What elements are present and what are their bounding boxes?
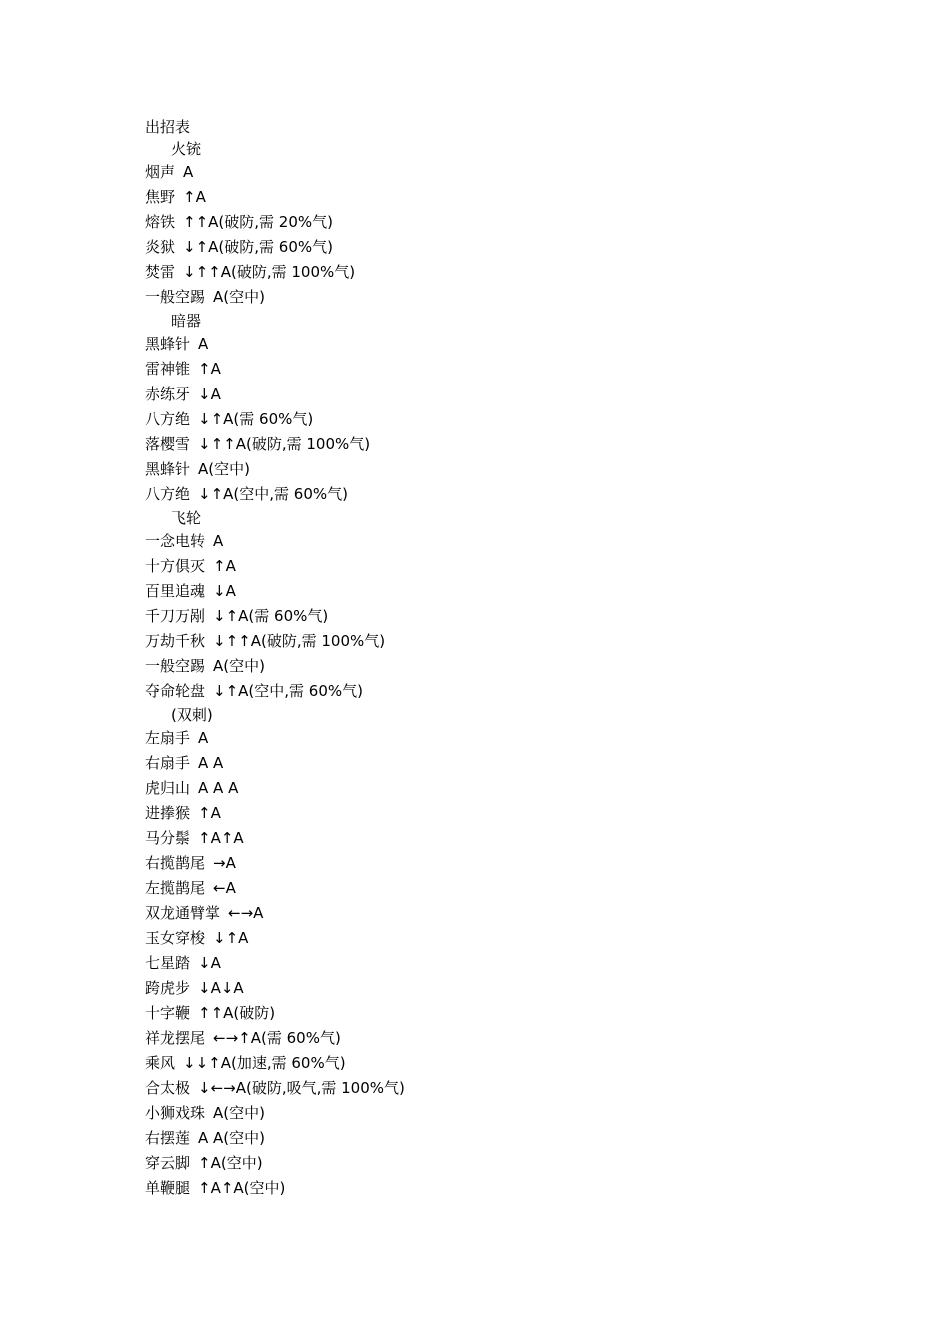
move-entry: [145, 554, 905, 579]
move-entry: [145, 654, 905, 679]
move-entry: [145, 210, 905, 235]
move-command: A(空中): [213, 1104, 265, 1122]
move-command: ↓A: [198, 954, 221, 972]
move-entry: [145, 726, 905, 751]
move-command: ↓←→A(破防,吸气,需 100%气): [198, 1079, 405, 1097]
move-entry: [145, 876, 905, 901]
move-command: ↓A: [213, 582, 236, 600]
move-name: 虎归山: [145, 779, 191, 797]
move-name: 七星踏: [145, 954, 191, 972]
move-entry: [145, 579, 905, 604]
move-sections: [145, 138, 905, 1201]
move-entry: [145, 1151, 905, 1176]
move-name: 左扇手: [145, 729, 191, 747]
move-entry: [145, 851, 905, 876]
move-name: 一念电转: [145, 532, 206, 550]
section-heading: 火铳: [171, 140, 202, 158]
move-command: A(空中): [198, 460, 250, 478]
move-command: ↑A: [183, 188, 206, 206]
move-command: ↓↑A(空中,需 60%气): [198, 485, 348, 503]
move-command: ↓↑↑A(破防,需 100%气): [213, 632, 386, 650]
move-entry: [145, 901, 905, 926]
move-name: 马分鬃: [145, 829, 191, 847]
move-command: ↓↑A(破防,需 60%气): [183, 238, 333, 256]
move-command: A: [213, 532, 224, 550]
move-name: 赤练牙: [145, 385, 191, 403]
move-name: 千刀万剐: [145, 607, 206, 625]
move-command: ↓↑A(空中,需 60%气): [213, 682, 363, 700]
move-command: A: [198, 335, 209, 353]
move-name: 跨虎步: [145, 979, 191, 997]
move-entry: [145, 776, 905, 801]
move-command: ↓↑A(需 60%气): [198, 410, 314, 428]
move-command: ↑A↑A: [198, 829, 244, 847]
move-entry: [145, 382, 905, 407]
move-entry: [145, 1076, 905, 1101]
move-entry: [145, 285, 905, 310]
move-name: 烟声: [145, 163, 176, 181]
move-command: A: [198, 729, 209, 747]
move-command: ↓↓↑A(加速,需 60%气): [183, 1054, 346, 1072]
move-entry: [145, 432, 905, 457]
move-name: 黑蜂针: [145, 460, 191, 478]
move-name: 十方俱灭: [145, 557, 206, 575]
move-command: ↑↑A(破防,需 20%气): [183, 213, 333, 231]
move-entry: [145, 482, 905, 507]
move-entry: [145, 357, 905, 382]
move-entry: [145, 679, 905, 704]
move-entry: [145, 235, 905, 260]
move-command: ←→↑A(需 60%气): [213, 1029, 341, 1047]
move-name: 双龙通臂掌: [145, 904, 221, 922]
move-command: ↓↑↑A(破防,需 100%气): [198, 435, 371, 453]
move-entry: [145, 604, 905, 629]
move-name: 万劫千秋: [145, 632, 206, 650]
move-name: 合太极: [145, 1079, 191, 1097]
move-command: ↓A↓A: [198, 979, 244, 997]
move-name: 右摆莲: [145, 1129, 191, 1147]
move-command: ↓↑A(需 60%气): [213, 607, 329, 625]
move-entry: [145, 1176, 905, 1201]
move-entry: [145, 332, 905, 357]
move-entry: [145, 826, 905, 851]
section-heading: 暗器: [171, 312, 202, 330]
move-entry: [145, 951, 905, 976]
move-command: ↑A: [213, 557, 236, 575]
move-entry: [145, 529, 905, 554]
move-entry: [145, 185, 905, 210]
move-command: ↑↑A(破防): [198, 1004, 276, 1022]
move-command: ↑A↑A(空中): [198, 1179, 286, 1197]
move-entry: [145, 1101, 905, 1126]
move-name: 夺命轮盘: [145, 682, 206, 700]
move-command: ↓↑↑A(破防,需 100%气): [183, 263, 356, 281]
move-entry: [145, 976, 905, 1001]
move-command: ↓A: [198, 385, 221, 403]
move-entry: [145, 1126, 905, 1151]
move-name: 八方绝: [145, 485, 191, 503]
move-name: 穿云脚: [145, 1154, 191, 1172]
move-entry: [145, 1051, 905, 1076]
move-entry: [145, 160, 905, 185]
move-list-document: [145, 116, 905, 1201]
move-command: ↓↑A: [213, 929, 249, 947]
move-command: ←A: [213, 879, 236, 897]
move-entry: [145, 457, 905, 482]
move-command: A: [183, 163, 194, 181]
move-name: 熔铁: [145, 213, 176, 231]
move-name: 进搼猴: [145, 804, 191, 822]
move-name: 落樱雪: [145, 435, 191, 453]
move-entry: [145, 629, 905, 654]
move-name: 炎狱: [145, 238, 176, 256]
move-name: 乘风: [145, 1054, 176, 1072]
move-command: A A: [198, 754, 224, 772]
move-name: 八方绝: [145, 410, 191, 428]
move-name: 单鞭腿: [145, 1179, 191, 1197]
move-entry: [145, 1026, 905, 1051]
move-command: A A A: [198, 779, 239, 797]
move-name: 右扇手: [145, 754, 191, 772]
move-entry: [145, 926, 905, 951]
move-command: ↑A: [198, 804, 221, 822]
move-name: 焦野: [145, 188, 176, 206]
move-name: 雷神锥: [145, 360, 191, 378]
move-name: 玉女穿梭: [145, 929, 206, 947]
move-command: A(空中): [213, 288, 265, 306]
move-command: →A: [213, 854, 236, 872]
move-command: ↑A(空中): [198, 1154, 263, 1172]
move-entry: [145, 751, 905, 776]
move-entry: [145, 1001, 905, 1026]
move-entry: [145, 260, 905, 285]
move-name: 一般空踢: [145, 288, 206, 306]
section-heading: (双刺): [171, 706, 213, 724]
move-name: 右揽鹊尾: [145, 854, 206, 872]
move-entry: [145, 407, 905, 432]
move-name: 祥龙摆尾: [145, 1029, 206, 1047]
move-command: A A(空中): [198, 1129, 266, 1147]
move-name: 十字鞭: [145, 1004, 191, 1022]
move-name: 一般空踢: [145, 657, 206, 675]
move-name: 焚雷: [145, 263, 176, 281]
move-name: 左揽鹊尾: [145, 879, 206, 897]
move-name: 黑蜂针: [145, 335, 191, 353]
move-name: 小狮戏珠: [145, 1104, 206, 1122]
move-name: 百里追魂: [145, 582, 206, 600]
move-command: ←→A: [228, 904, 264, 922]
move-command: ↑A: [198, 360, 221, 378]
section-heading: 飞轮: [171, 509, 202, 527]
move-command: A(空中): [213, 657, 265, 675]
move-entry: [145, 801, 905, 826]
document-title: 出招表: [145, 118, 191, 136]
